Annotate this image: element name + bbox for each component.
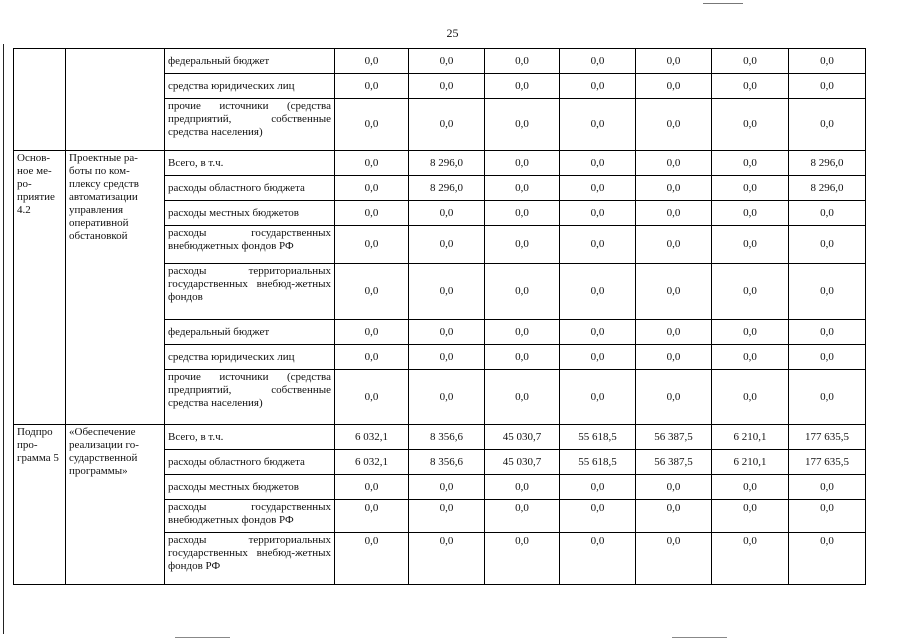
value-cell: 0,0 [636, 201, 712, 226]
continuation-name-cell [66, 49, 165, 151]
value-cell: 0,0 [485, 226, 560, 264]
top-rule [703, 3, 743, 4]
value-cell: 0,0 [335, 264, 409, 320]
value-cell: 0,0 [789, 49, 866, 74]
value-cell: 0,0 [560, 500, 636, 533]
row-label: расходы государственных внебюджетных фондов РФ [165, 226, 335, 264]
value-cell: 0,0 [712, 176, 789, 201]
value-cell: 0,0 [409, 226, 485, 264]
value-cell: 0,0 [712, 49, 789, 74]
value-cell: 0,0 [712, 151, 789, 176]
row-label: Всего, в т.ч. [165, 425, 335, 450]
event-name: Проектные ра-боты по ком-плексу средств автоматизации управления оперативной обстановкой [66, 151, 165, 425]
value-cell: 0,0 [335, 74, 409, 99]
value-cell: 0,0 [560, 99, 636, 151]
value-cell: 0,0 [712, 201, 789, 226]
value-cell: 0,0 [636, 74, 712, 99]
value-cell: 0,0 [789, 345, 866, 370]
value-cell: 0,0 [789, 201, 866, 226]
row-label: средства юридических лиц [165, 74, 335, 99]
value-cell: 0,0 [712, 345, 789, 370]
row-label: расходы местных бюджетов [165, 475, 335, 500]
value-cell: 0,0 [712, 99, 789, 151]
value-cell: 0,0 [636, 320, 712, 345]
row-label: прочие источники (средства предприятий, собственные средства населения) [165, 370, 335, 425]
value-cell: 0,0 [485, 49, 560, 74]
value-cell: 56 387,5 [636, 450, 712, 475]
value-cell: 0,0 [485, 345, 560, 370]
value-cell: 177 635,5 [789, 425, 866, 450]
value-cell: 0,0 [485, 201, 560, 226]
value-cell: 8 296,0 [409, 176, 485, 201]
value-cell: 0,0 [712, 370, 789, 425]
value-cell: 0,0 [335, 99, 409, 151]
value-cell: 0,0 [409, 201, 485, 226]
row-label: расходы государственных внебюджетных фондов РФ [165, 500, 335, 533]
value-cell: 0,0 [485, 370, 560, 425]
value-cell: 0,0 [485, 320, 560, 345]
row-label: расходы местных бюджетов [165, 201, 335, 226]
value-cell: 0,0 [636, 151, 712, 176]
value-cell: 55 618,5 [560, 425, 636, 450]
row-label: федеральный бюджет [165, 320, 335, 345]
value-cell: 8 356,6 [409, 450, 485, 475]
value-cell: 8 356,6 [409, 425, 485, 450]
value-cell: 0,0 [560, 49, 636, 74]
value-cell: 0,0 [409, 74, 485, 99]
value-cell: 0,0 [789, 320, 866, 345]
continuation-code-cell [14, 49, 66, 151]
table-row [14, 151, 866, 176]
value-cell: 55 618,5 [560, 450, 636, 475]
value-cell: 0,0 [335, 370, 409, 425]
value-cell: 0,0 [789, 264, 866, 320]
row-label: расходы территориальных государственных внебюд-жетных фондов РФ [165, 533, 335, 585]
value-cell: 0,0 [335, 49, 409, 74]
row-label: средства юридических лиц [165, 345, 335, 370]
value-cell: 0,0 [636, 500, 712, 533]
value-cell: 0,0 [485, 151, 560, 176]
row-label: прочие источники (средства предприятий, собственные средства населения) [165, 99, 335, 151]
table-row [14, 425, 866, 450]
value-cell: 0,0 [409, 320, 485, 345]
value-cell: 6 032,1 [335, 450, 409, 475]
subprogram-code: Подпро про-грамма 5 [14, 425, 66, 585]
value-cell: 0,0 [485, 475, 560, 500]
value-cell: 0,0 [485, 74, 560, 99]
subprogram-name: «Обеспечение реализации го-сударственной программы» [66, 425, 165, 585]
value-cell: 6 032,1 [335, 425, 409, 450]
value-cell: 0,0 [560, 264, 636, 320]
value-cell: 8 296,0 [789, 176, 866, 201]
value-cell: 0,0 [636, 370, 712, 425]
value-cell: 0,0 [560, 533, 636, 585]
value-cell: 0,0 [789, 533, 866, 585]
value-cell: 0,0 [560, 176, 636, 201]
value-cell: 0,0 [335, 475, 409, 500]
value-cell: 0,0 [636, 99, 712, 151]
table-body [14, 49, 866, 585]
value-cell: 0,0 [560, 370, 636, 425]
value-cell: 0,0 [636, 475, 712, 500]
value-cell: 0,0 [560, 475, 636, 500]
value-cell: 8 296,0 [789, 151, 866, 176]
value-cell: 0,0 [560, 74, 636, 99]
value-cell: 0,0 [485, 176, 560, 201]
value-cell: 0,0 [789, 500, 866, 533]
value-cell: 0,0 [409, 475, 485, 500]
value-cell: 0,0 [335, 500, 409, 533]
footer-rule-left [175, 637, 230, 638]
value-cell: 0,0 [789, 370, 866, 425]
footer-rule-right [672, 637, 727, 638]
value-cell: 0,0 [789, 74, 866, 99]
table-row [14, 49, 866, 74]
page-edge-line [3, 44, 4, 634]
value-cell: 45 030,7 [485, 450, 560, 475]
value-cell: 0,0 [712, 74, 789, 99]
value-cell: 0,0 [485, 533, 560, 585]
value-cell: 0,0 [335, 345, 409, 370]
row-label: расходы областного бюджета [165, 450, 335, 475]
value-cell: 0,0 [789, 99, 866, 151]
value-cell: 0,0 [560, 226, 636, 264]
value-cell: 0,0 [789, 226, 866, 264]
value-cell: 0,0 [409, 99, 485, 151]
row-label: расходы областного бюджета [165, 176, 335, 201]
value-cell: 0,0 [409, 264, 485, 320]
value-cell: 0,0 [712, 533, 789, 585]
event-code: Основ-ное ме-ро-приятие 4.2 [14, 151, 66, 425]
value-cell: 0,0 [560, 320, 636, 345]
value-cell: 0,0 [485, 500, 560, 533]
value-cell: 0,0 [712, 500, 789, 533]
row-label: Всего, в т.ч. [165, 151, 335, 176]
value-cell: 0,0 [335, 226, 409, 264]
page-number: 25 [446, 26, 459, 40]
value-cell: 0,0 [485, 264, 560, 320]
value-cell: 0,0 [636, 264, 712, 320]
value-cell: 0,0 [636, 49, 712, 74]
value-cell: 0,0 [789, 475, 866, 500]
value-cell: 0,0 [335, 533, 409, 585]
value-cell: 0,0 [712, 475, 789, 500]
value-cell: 0,0 [636, 533, 712, 585]
value-cell: 0,0 [409, 345, 485, 370]
value-cell: 0,0 [636, 226, 712, 264]
value-cell: 0,0 [712, 320, 789, 345]
value-cell: 0,0 [335, 176, 409, 201]
value-cell: 0,0 [409, 500, 485, 533]
value-cell: 0,0 [560, 201, 636, 226]
value-cell: 177 635,5 [789, 450, 866, 475]
value-cell: 0,0 [712, 226, 789, 264]
value-cell: 8 296,0 [409, 151, 485, 176]
row-label: расходы территориальных государственных внебюд-жетных фондов [165, 264, 335, 320]
value-cell: 0,0 [636, 176, 712, 201]
value-cell: 6 210,1 [712, 450, 789, 475]
value-cell: 0,0 [409, 49, 485, 74]
value-cell: 0,0 [335, 320, 409, 345]
value-cell: 0,0 [712, 264, 789, 320]
value-cell: 56 387,5 [636, 425, 712, 450]
budget-table [13, 48, 866, 585]
row-label: федеральный бюджет [165, 49, 335, 74]
value-cell: 0,0 [409, 533, 485, 585]
value-cell: 0,0 [560, 345, 636, 370]
value-cell: 6 210,1 [712, 425, 789, 450]
value-cell: 0,0 [335, 201, 409, 226]
value-cell: 0,0 [560, 151, 636, 176]
value-cell: 0,0 [636, 345, 712, 370]
value-cell: 0,0 [409, 370, 485, 425]
value-cell: 0,0 [335, 151, 409, 176]
value-cell: 45 030,7 [485, 425, 560, 450]
value-cell: 0,0 [485, 99, 560, 151]
